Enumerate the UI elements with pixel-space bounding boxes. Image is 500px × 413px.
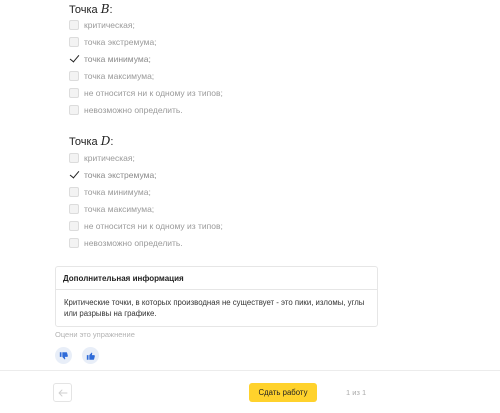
group-title-b: Точка B: (69, 2, 113, 16)
group-title-d: Точка D: (69, 134, 114, 148)
arrow-left-icon (58, 389, 68, 397)
option-label: точка минимума; (84, 187, 151, 197)
checkbox[interactable] (69, 204, 79, 214)
thumbs-up-button[interactable] (82, 347, 99, 364)
option-b-extremum[interactable] (69, 35, 157, 49)
back-button[interactable] (53, 383, 72, 402)
option-d-none[interactable] (69, 219, 223, 233)
option-label: критическая; (84, 20, 135, 30)
additional-info-panel (55, 266, 378, 327)
additional-info-text (56, 290, 377, 319)
page-counter: 1 из 1 (346, 388, 367, 397)
option-d-critical[interactable] (69, 151, 135, 165)
rate-exercise-label: Оцени это упражнение (55, 330, 135, 339)
checkbox[interactable] (69, 221, 79, 231)
checkbox[interactable] (69, 71, 79, 81)
option-label: точка максимума; (84, 204, 155, 214)
checkbox[interactable] (69, 105, 79, 115)
thumbs-down-icon (59, 351, 69, 361)
question-group-b (69, 2, 113, 16)
checkbox[interactable] (69, 37, 79, 47)
footer-divider (0, 370, 500, 371)
submit-work-button[interactable]: Сдать работу (249, 383, 317, 402)
question-group-d (69, 134, 113, 148)
checkbox[interactable] (69, 88, 79, 98)
option-label: точка максимума; (84, 71, 155, 81)
option-label: критическая; (84, 153, 135, 163)
option-b-critical[interactable] (69, 18, 135, 32)
additional-info-line: или разрывы на графике. (64, 309, 157, 318)
checkbox[interactable] (69, 20, 79, 30)
option-label: не относится ни к одному из типов; (84, 88, 223, 98)
checkbox[interactable] (69, 187, 79, 197)
option-label: не относится ни к одному из типов; (84, 221, 223, 231)
checkbox-checked[interactable] (69, 170, 79, 180)
option-b-none[interactable] (69, 86, 223, 100)
option-b-undetermined[interactable] (69, 103, 183, 117)
option-d-extremum[interactable] (69, 168, 157, 182)
option-d-minimum[interactable] (69, 185, 151, 199)
thumbs-down-button[interactable] (55, 347, 72, 364)
thumbs-up-icon (86, 351, 96, 361)
additional-info-line: Критические точки, в которых производная не существует - это пики, изломы, углы (64, 298, 365, 307)
checkbox-checked[interactable] (69, 54, 79, 64)
checkbox[interactable] (69, 238, 79, 248)
option-label: точка минимума; (84, 54, 151, 64)
option-label: невозможно определить. (84, 238, 183, 248)
option-b-maximum[interactable] (69, 69, 154, 83)
additional-info-title: Дополнительная информация (56, 267, 377, 290)
option-label: точка экстремума; (84, 170, 157, 180)
option-label: точка экстремума; (84, 37, 157, 47)
option-b-minimum[interactable] (69, 52, 151, 66)
checkbox[interactable] (69, 153, 79, 163)
option-d-undetermined[interactable] (69, 236, 183, 250)
option-d-maximum[interactable] (69, 202, 154, 216)
option-label: невозможно определить. (84, 105, 183, 115)
